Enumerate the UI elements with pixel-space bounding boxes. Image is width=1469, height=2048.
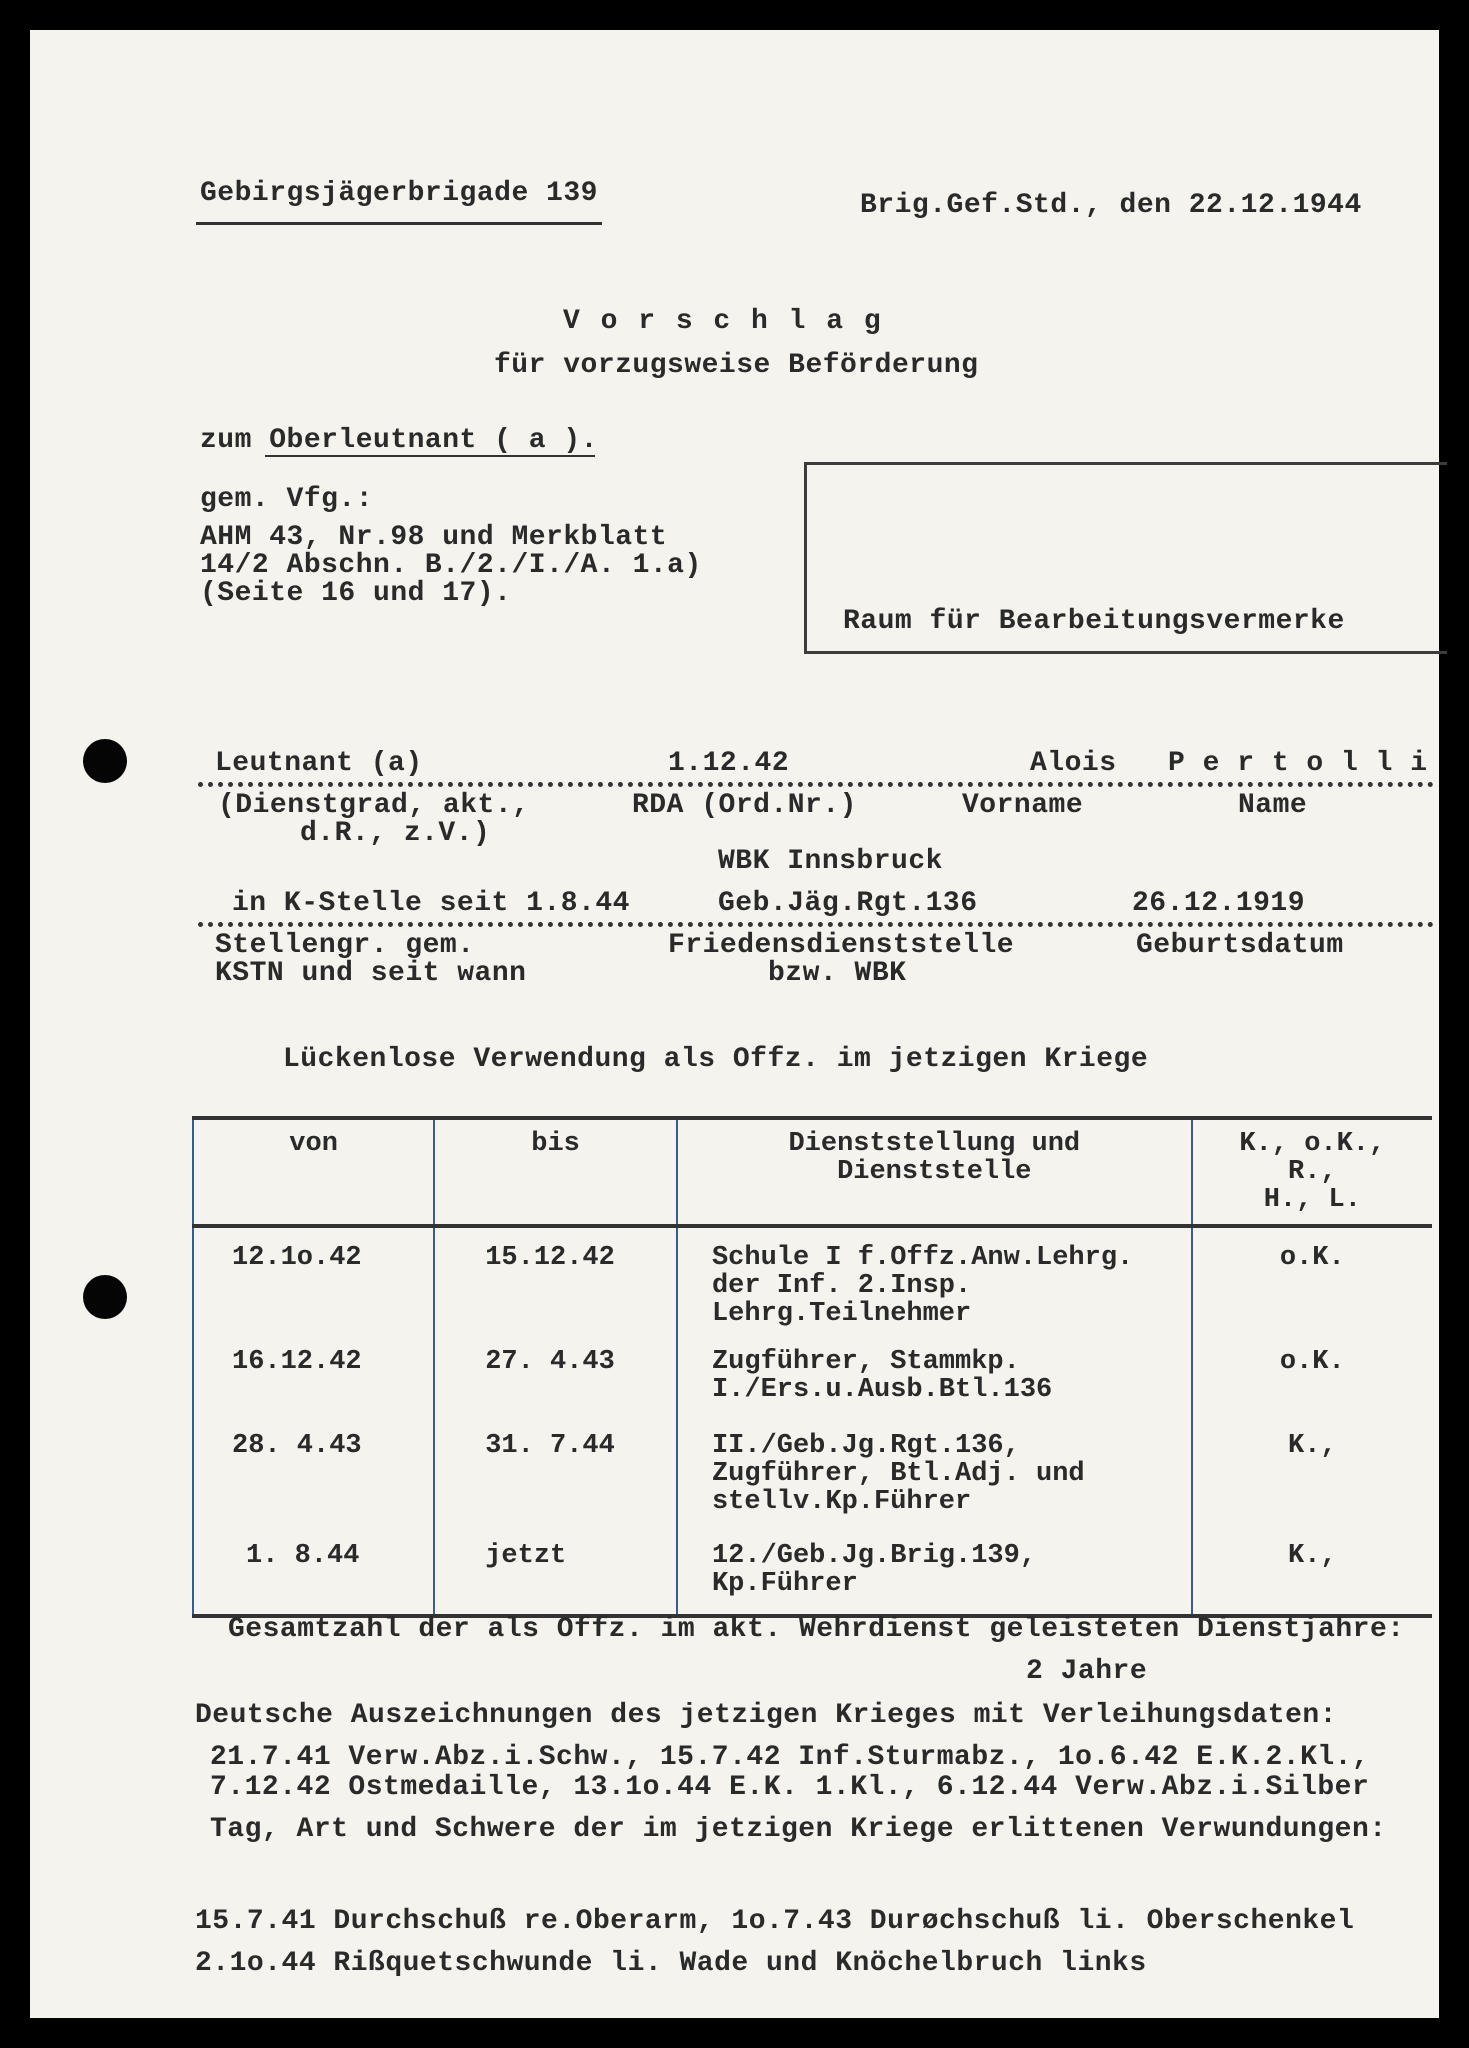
service-years-value: 2 Jahre (1026, 1656, 1148, 1687)
document-title: V o r s c h l a g (563, 306, 883, 337)
cell-dienststelle: II./Geb.Jg.Rgt.136, Zugführer, Btl.Adj. und stellv.Kp.Führer (677, 1422, 1192, 1532)
cell-von: 28. 4.43 (193, 1422, 434, 1532)
table-row (193, 1226, 1432, 1338)
cell-bis: jetzt (434, 1532, 677, 1616)
cell-bis: 27. 4.43 (434, 1338, 677, 1422)
column-header-von: von (193, 1118, 434, 1226)
person-first-name: Alois (1030, 748, 1117, 779)
regulation-line-3: (Seite 16 und 17). (200, 578, 512, 609)
birth-caption: Geburtsdatum (1136, 930, 1344, 961)
position-caption-2: KSTN und seit wann (215, 958, 527, 989)
regulation-line-2: 14/2 Abschn. B./2./I./A. 1.a) (200, 550, 702, 581)
peace-unit: Geb.Jäg.Rgt.136 (718, 888, 978, 919)
cell-kind: o.K. (1279, 1347, 1345, 1377)
cell-dienststelle: Zugführer, Stammkp. I./Ers.u.Ausb.Btl.136 (677, 1338, 1192, 1422)
table-header-row (193, 1118, 1432, 1226)
person-rank: Leutnant (a) (215, 748, 423, 779)
cell-kind: K., (1288, 1541, 1337, 1571)
regulation-label: gem. Vfg.: (200, 484, 374, 515)
cell-dienststelle: 12./Geb.Jg.Brig.139, Kp.Führer (677, 1532, 1192, 1616)
rank-caption-1: (Dienstgrad, akt., (218, 790, 530, 821)
dotted-line-2 (198, 922, 1434, 927)
cell-kind: o.K. (1279, 1243, 1345, 1273)
awards-label: Deutsche Auszeichnungen des jetzigen Krieges mit Verleihungsdaten: (195, 1700, 1337, 1731)
column-header-kind: K., o.K., R., H., L. (1192, 1118, 1432, 1226)
position-caption-1: Stellengr. gem. (215, 930, 475, 961)
cell-bis: 15.12.42 (434, 1226, 677, 1338)
place-date: Brig.Gef.Std., den 22.12.1944 (860, 190, 1362, 221)
cell-bis: 31. 7.44 (434, 1422, 677, 1532)
first-name-caption: Vorname (962, 790, 1084, 821)
table-row (193, 1532, 1432, 1616)
cell-kind: K., (1288, 1431, 1337, 1461)
rda-caption: RDA (Ord.Nr.) (632, 790, 857, 821)
service-table (192, 1116, 1432, 1618)
cell-von: 12.1o.42 (193, 1226, 434, 1338)
wounds-line-1: 15.7.41 Durchschuß re.Oberarm, 1o.7.43 Durøchschuß li. Oberschenkel (195, 1906, 1355, 1937)
service-years-label: Gesamtzahl der als Offz. im akt. Wehrdienst geleisteten Dienstjahre: (228, 1614, 1405, 1645)
regulation-line-1: AHM 43, Nr.98 und Merkblatt (200, 522, 668, 553)
document-subtitle: für vorzugsweise Beförderung (494, 350, 979, 381)
service-heading: Lückenlose Verwendung als Offz. im jetzigen Kriege (283, 1044, 1149, 1075)
unit-underline (196, 222, 602, 225)
birth-date: 26.12.1919 (1132, 888, 1306, 919)
dotted-line-1 (198, 782, 1434, 787)
table-row (193, 1422, 1432, 1532)
peace-unit-caption-2: bzw. WBK (768, 958, 907, 989)
punch-hole-top (83, 739, 127, 783)
column-header-dienststelle: Dienststellung und Dienststelle (677, 1118, 1192, 1226)
awards-line-1: 21.7.41 Verw.Abz.i.Schw., 15.7.42 Inf.Sturmabz., 1o.6.42 E.K.2.Kl., (210, 1742, 1370, 1773)
person-last-name: P e r t o l l i (1168, 748, 1428, 779)
table-row (193, 1338, 1432, 1422)
processing-box-label: Raum für Bearbeitungsvermerke (843, 606, 1345, 637)
rank-underline (265, 455, 595, 457)
cell-von: 1. 8.44 (193, 1532, 434, 1616)
awards-line-2: 7.12.42 Ostmedaille, 13.1o.44 E.K. 1.Kl., 6.12.44 Verw.Abz.i.Silber (210, 1772, 1370, 1803)
last-name-caption: Name (1238, 790, 1308, 821)
wbk: WBK Innsbruck (718, 846, 943, 877)
rank-line: zum Oberleutnant ( a ). (200, 425, 598, 456)
wounds-label: Tag, Art und Schwere der im jetzigen Kriege erlittenen Verwundungen: (210, 1814, 1387, 1845)
rank-caption-2: d.R., z.V.) (300, 818, 491, 849)
position-since: in K-Stelle seit 1.8.44 (232, 888, 630, 919)
column-header-bis: bis (434, 1118, 677, 1226)
person-rda: 1.12.42 (668, 748, 790, 779)
cell-dienststelle: Schule I f.Offz.Anw.Lehrg. der Inf. 2.Insp. Lehrg.Teilnehmer (677, 1226, 1192, 1338)
cell-von: 16.12.42 (193, 1338, 434, 1422)
unit-name: Gebirgsjägerbrigade 139 (200, 178, 598, 209)
wounds-line-2: 2.1o.44 Rißquetschwunde li. Wade und Knöchelbruch links (195, 1948, 1147, 1979)
punch-hole-bottom (83, 1275, 127, 1319)
peace-unit-caption-1: Friedensdienststelle (668, 930, 1015, 961)
